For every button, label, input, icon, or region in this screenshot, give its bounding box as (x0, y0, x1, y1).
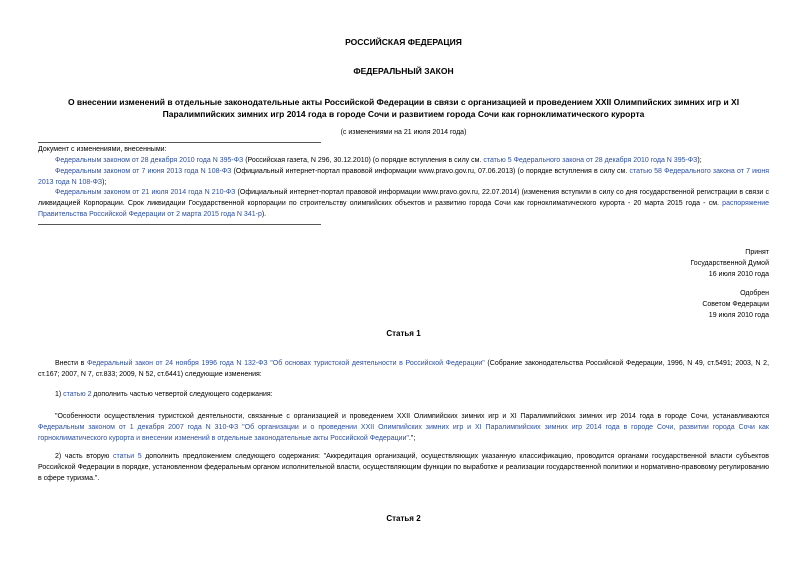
olympic-law-link[interactable]: Федеральным законом от 1 декабря 2007 года N 310-ФЗ "Об организации и о проведении XXII Олимпийских зимних игр и XI Паралимпийских зимних игр 2014 года в городе Сочи, развитии города Сочи как горноклиматического курорта и внесении изменений в отдельные законодательные акты Российской Федерации" (38, 423, 769, 442)
change-item-1-end: ); (697, 156, 702, 164)
changes-block (38, 145, 769, 221)
change-item-3-end: ). (261, 211, 267, 219)
change-item-3-text: (Официальный интернет-портал правовой информации www.pravo.gov.ru, 22.07.2014) (изменения вступили в силу со дня государственной регистрации в связи с ликвидацией Корпорации. Срок ликвидации Государственной корпорации по строительству олимпийских объектов и развитию города Сочи как горноклиматического курорта - 20 марта 2015 года - см. (38, 189, 770, 208)
article-1-para-4-end: дополнить предложением следующего содержания: "Аккредитация организаций, осуществляющих указанную классификацию, проводится органами государственной власти субъектов Российской Федерации в порядке, установленном федеральным органом исполнительной власти, осуществляющим функции по выработке и реализации государственной политики и нормативно-правовому регулированию в сфере туризма.". (38, 453, 770, 482)
country-heading: РОССИЙСКАЯ ФЕДЕРАЦИЯ (345, 37, 462, 47)
change-item-2-law-link[interactable]: Федеральным законом от 7 июня 2013 года N 108-ФЗ (55, 167, 232, 175)
article-1-para-2-start: 1) (55, 391, 64, 398)
article-1-para-3 (38, 412, 769, 445)
change-item-2-end: ); (102, 178, 107, 186)
change-item-2-text: (Официальный интернет-портал правовой информации www.pravo.gov.ru, 07.06.2013) (о порядке вступления в силу см. (231, 167, 630, 175)
change-item-1-law-link[interactable]: Федеральным законом от 28 декабря 2010 года N 395-ФЗ (55, 156, 244, 164)
adoption-duma-body: Государственной Думой (690, 259, 769, 267)
article-2-heading: Статья 2 (386, 514, 421, 523)
change-item-3 (38, 188, 769, 221)
adoption-duma (690, 248, 769, 281)
adoption-duma-label: Принят (745, 249, 769, 256)
article-1-heading: Статья 1 (386, 329, 421, 338)
adoption-duma-date: 16 июля 2010 года (708, 270, 769, 278)
change-item-1 (38, 156, 769, 167)
article-2-link[interactable]: статью 2 (63, 391, 92, 398)
adoption-council-date: 19 июля 2010 года (708, 311, 769, 319)
change-item-1-article-link[interactable]: статью 5 Федерального закона от 28 декабря 2010 года N 395-ФЗ (483, 156, 698, 164)
adoption-council-label: Одобрен (740, 290, 769, 297)
article-1-para-1-end: (Собрание законодательства Российской Федерации, 1996, N 49, ст.5491; 2003, N 2, ст.167; 2007, N 7, ст.833; 2009, N 52, ст.6441) следующие изменения: (38, 360, 770, 378)
doc-type-heading: ФЕДЕРАЛЬНЫЙ ЗАКОН (353, 66, 454, 76)
law-title (0, 96, 807, 121)
article-1-para-2 (38, 390, 769, 401)
law-title-line2: Паралимпийских зимних игр 2014 года в городе Сочи и развитием города Сочи как горноклиматического курорта (162, 109, 645, 120)
change-item-2 (38, 167, 769, 189)
change-item-3-law-link[interactable]: Федеральным законом от 21 июля 2014 года N 210-ФЗ (55, 189, 236, 197)
article-1-para-4 (38, 452, 769, 485)
tourism-law-link[interactable]: Федеральный закон от 24 ноября 1996 года N 132-ФЗ "Об основах туристской деятельности в Российской Федерации" (87, 360, 485, 367)
divider-bottom (38, 224, 321, 225)
article-1-para-2-end: дополнить частью четвертой следующего содержания: (91, 391, 273, 398)
change-item-2-article-link[interactable]: статью 58 Федерального закона от 7 июня 2013 года N 108-ФЗ (38, 167, 769, 186)
article-1-para-4-start: 2) часть вторую (55, 453, 114, 460)
changes-intro: Документ с изменениями, внесенными: (38, 146, 167, 153)
article-1-para-1 (38, 359, 769, 381)
article-1-para-1-start: Внести в (55, 360, 88, 367)
revision-note: (с изменениями на 21 июля 2014 года) (340, 129, 467, 136)
adoption-council-body: Советом Федерации (702, 300, 769, 308)
change-item-3-order-link[interactable]: распоряжение Правительства Российской Федерации от 2 марта 2015 года N 341-р (38, 200, 769, 219)
law-title-line1: О внесении изменений в отдельные законодательные акты Российской Федерации в связи с организацией и проведением XXII Олимпийских зимних игр и XI (67, 97, 740, 107)
adoption-council (702, 289, 769, 322)
article-5-link[interactable]: статьи 5 (113, 453, 142, 460)
article-1-para-3-start: "Особенности осуществления туристской деятельности, связанные с организацией и проведением XXII Олимпийских зимних игр и XI Паралимпийских зимних игр 2014 года в городе Сочи, устанавливаются (55, 413, 769, 420)
divider-top (38, 142, 321, 143)
article-1-para-3-end: ."; (408, 434, 416, 442)
change-item-1-text: (Российская газета, N 296, 30.12.2010) (о порядке вступления в силу см. (243, 156, 484, 164)
